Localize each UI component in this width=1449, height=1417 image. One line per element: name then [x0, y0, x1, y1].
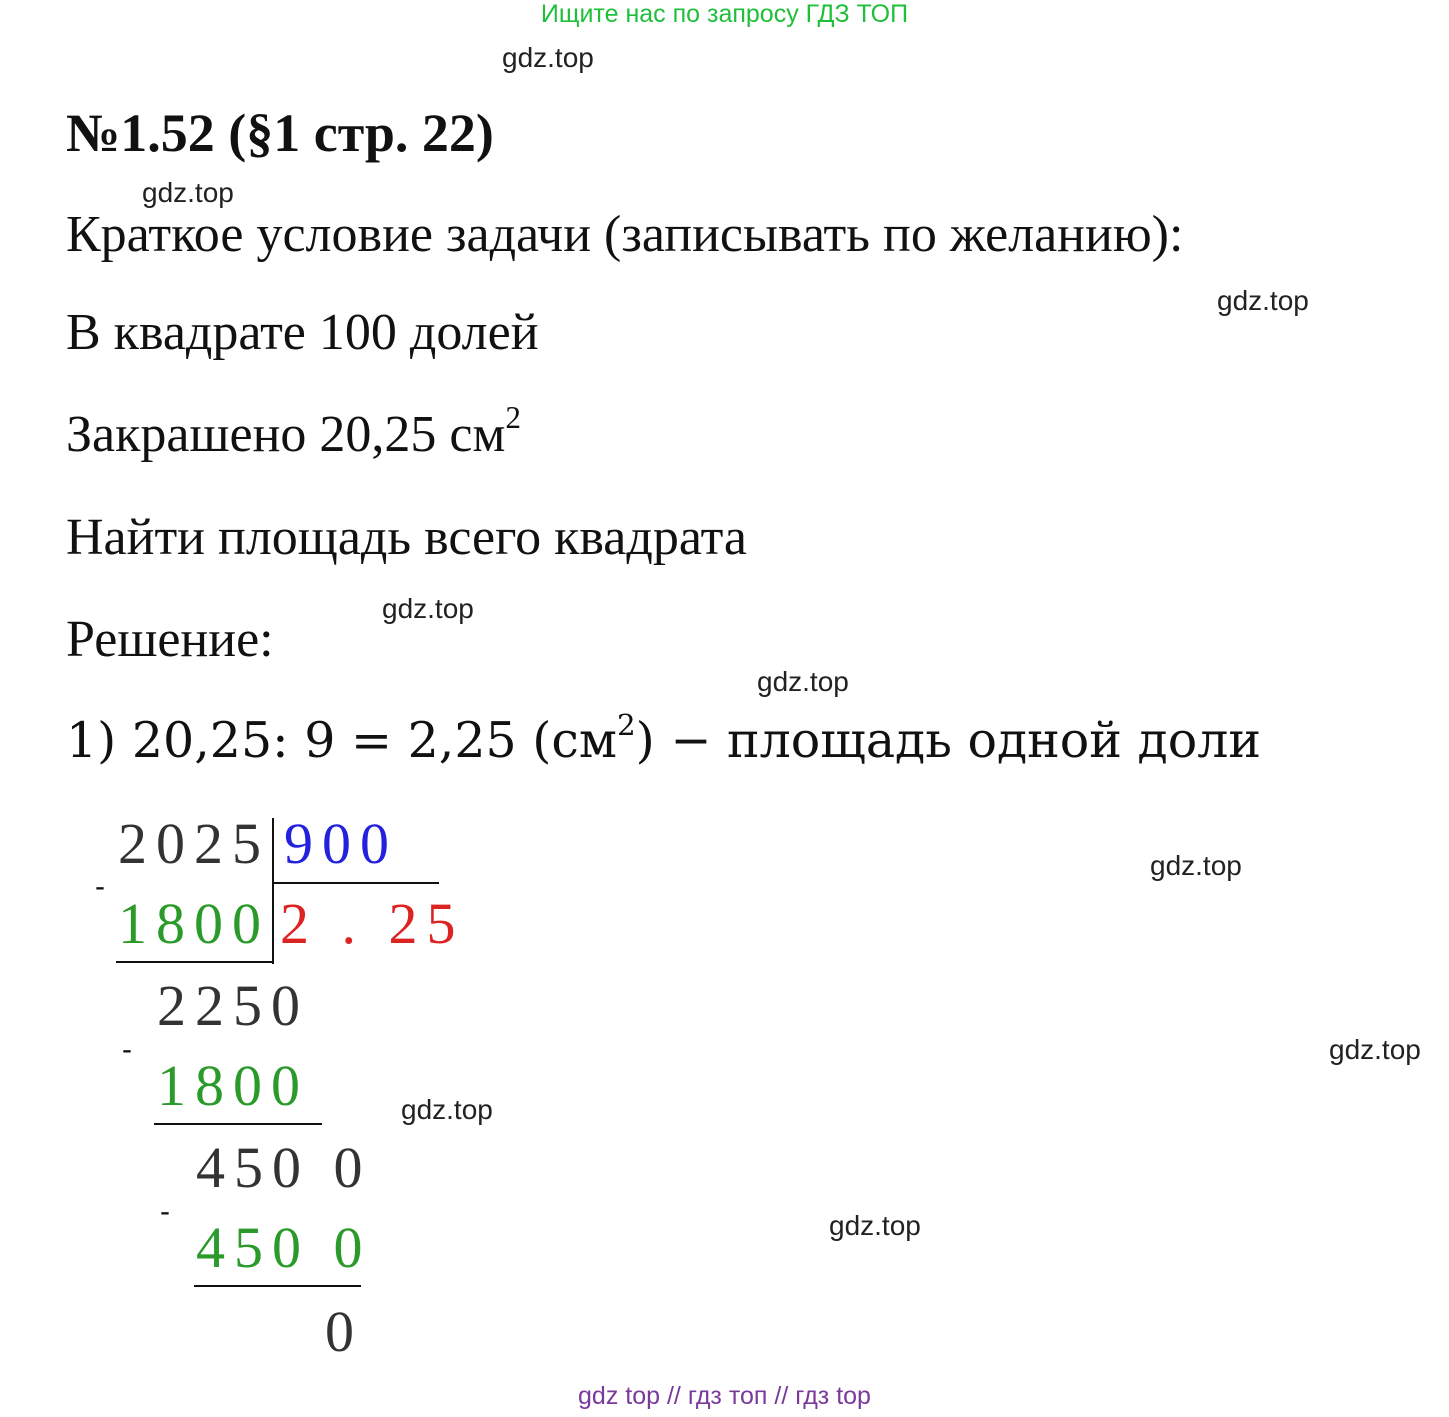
- search-banner[interactable]: Ищите нас по запросу ГДЗ ТОП: [540, 0, 909, 28]
- minus-sign: -: [95, 870, 105, 903]
- subtrahend-1: 1800: [118, 891, 270, 956]
- find-statement: Найти площадь всего квадрата: [66, 509, 748, 566]
- remainder-2: 450 0: [196, 1135, 372, 1200]
- watermark: gdz.top: [829, 1210, 921, 1241]
- dividend: 2025: [118, 811, 270, 876]
- given-shares: В квадрате 100 долей: [66, 304, 539, 361]
- remainder-1: 2250: [157, 973, 309, 1038]
- watermark: gdz.top: [502, 42, 594, 73]
- subtrahend-3: 450 0: [196, 1215, 372, 1280]
- problem-title: №1.52 (§1 стр. 22): [66, 103, 494, 163]
- step-1-left: 1) 20,25: 9 = 2,25 (см: [66, 712, 617, 769]
- subtraction-line-3: [194, 1285, 361, 1287]
- subtraction-line-2: [154, 1123, 322, 1125]
- watermark: gdz.top: [1329, 1034, 1421, 1065]
- watermark: gdz.top: [1217, 285, 1309, 316]
- quotient: 2 . 25: [280, 891, 465, 956]
- given-shaded-area: [66, 400, 522, 464]
- given-shaded-text: Закрашено 20,25 см: [66, 406, 506, 463]
- subtraction-line-1: [116, 961, 274, 963]
- watermark: gdz.top: [1150, 850, 1242, 881]
- subtrahend-2: 1800: [157, 1053, 309, 1118]
- final-remainder: 0: [325, 1299, 363, 1364]
- divisor: 900: [284, 811, 398, 876]
- minus-sign: -: [122, 1033, 132, 1066]
- watermark: gdz.top: [142, 177, 234, 208]
- step-1-exponent: 2: [616, 708, 636, 743]
- divisor-underline: [274, 882, 439, 884]
- watermark: gdz.top: [401, 1094, 493, 1125]
- division-vertical-bar: [272, 818, 274, 964]
- solution-label: Решение:: [66, 611, 274, 668]
- watermark: gdz.top: [382, 593, 474, 624]
- condition-header: Краткое условие задачи (записывать по желанию):: [66, 206, 1184, 263]
- watermark: gdz.top: [757, 666, 849, 697]
- minus-sign: -: [160, 1195, 170, 1228]
- footer-links[interactable]: gdz top // гдз топ // гдз top: [578, 1382, 871, 1410]
- step-1-right: ) − площадь одной доли: [635, 712, 1261, 769]
- square-exponent: 2: [505, 400, 522, 435]
- step-1-equation: [66, 708, 1261, 769]
